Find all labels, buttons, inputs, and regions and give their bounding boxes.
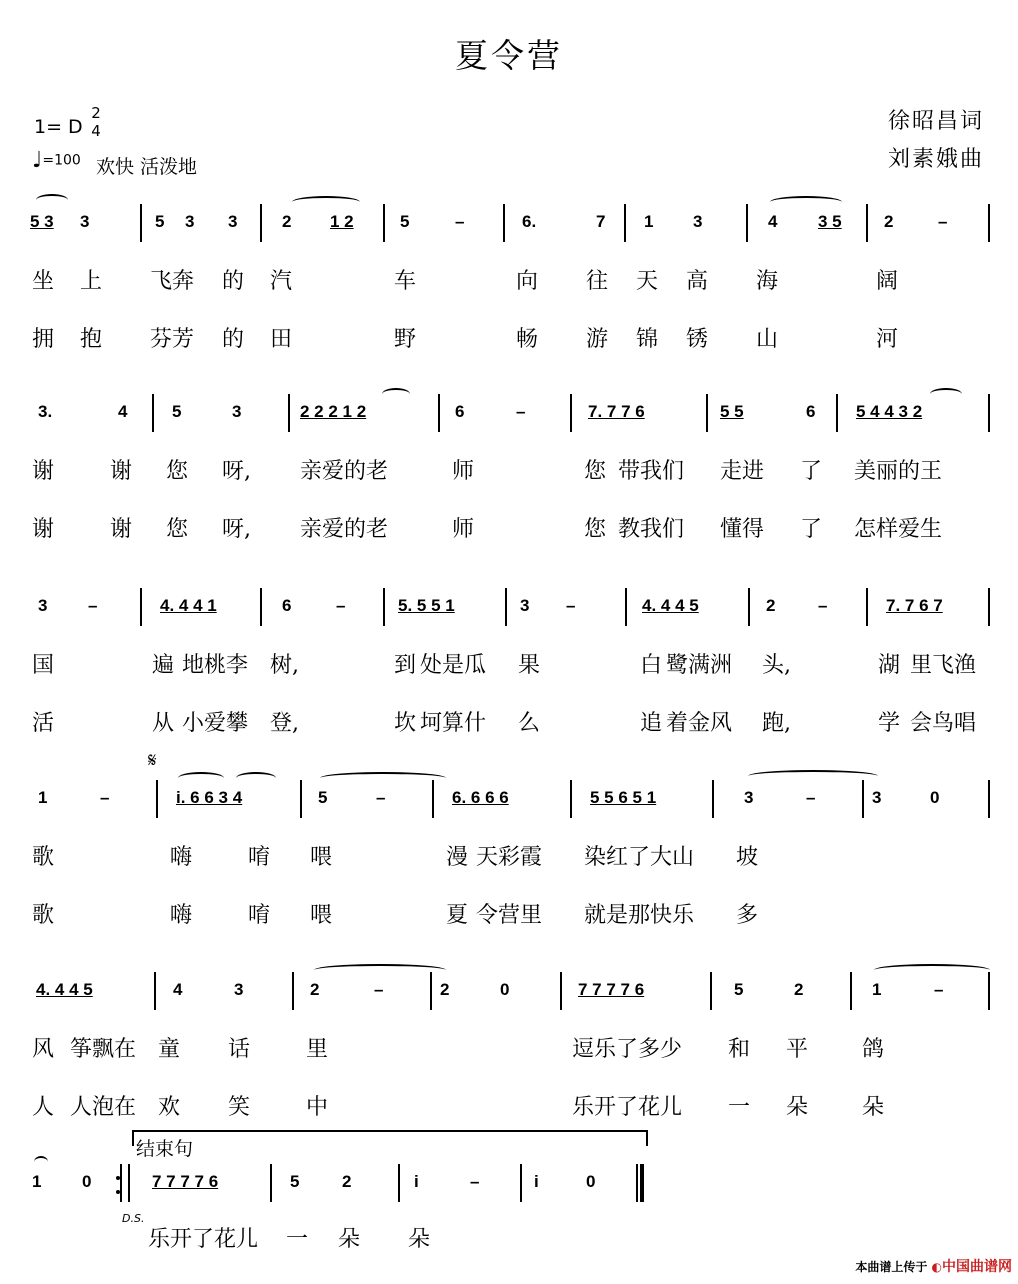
lyric-verse-2: 唷 [248, 903, 271, 928]
lyric-verse-1: 乐开了花儿 [148, 1227, 259, 1252]
slur [236, 772, 276, 784]
note-group: 6 [806, 402, 816, 421]
lyric-verse-2: 人泡在 [70, 1095, 137, 1120]
lyric-verse-1: 鸽 [862, 1037, 885, 1062]
lyric-verse-1: 天彩霞 [476, 845, 543, 870]
lyric-verse-2: 就是那快乐 [584, 903, 695, 928]
note-group: 4. 4 4 5 [642, 596, 699, 615]
note-group: i. 6 6 3 4 [176, 788, 243, 807]
bar-line [156, 780, 158, 818]
lyric-verse-2: 欢 [158, 1095, 181, 1120]
bar-line [748, 588, 750, 626]
lyric-verse-1: 呀, [222, 459, 251, 484]
tempo-mark [32, 148, 81, 173]
lyric-verse-1: 海 [756, 269, 779, 294]
tempo-text: 欢快 活泼地 [96, 156, 198, 178]
lyric-verse-1: 向 [516, 269, 539, 294]
lyric-verse-2: 了 [800, 517, 823, 542]
lyric-verse-2: 朵 [862, 1095, 885, 1120]
repeat-dot [116, 1176, 120, 1180]
lyric-verse-2: 小爱攀 [182, 711, 249, 736]
lyric-verse-2: 乐开了花儿 [572, 1095, 683, 1120]
note-group: 3 [693, 212, 703, 231]
bar-line [288, 394, 290, 432]
lyric-verse-2: 会鸟唱 [910, 711, 977, 736]
note-group: 2 [342, 1172, 352, 1191]
note-group: 6 [455, 402, 465, 421]
bar-line [560, 972, 562, 1010]
note-group: 7. 7 6 7 [886, 596, 943, 615]
bar-line [270, 1164, 272, 1202]
note-group: 3 [232, 402, 242, 421]
lyric-verse-1: 处是瓜 [420, 653, 487, 678]
lyric-verse-1: 朵 [338, 1227, 361, 1252]
note-group: 3 [228, 212, 238, 231]
lyric-verse-2: 游 [586, 327, 609, 352]
final-barline [640, 1164, 644, 1202]
note-group: 4. 4 4 1 [160, 596, 217, 615]
lyric-verse-1: 带我们 [618, 459, 685, 484]
note-group: 1 [872, 980, 882, 999]
note-group: 1 [644, 212, 654, 231]
lyric-verse-1: 头, [762, 653, 791, 678]
note-group: 3 [38, 596, 48, 615]
lyric-verse-1: 一 [286, 1227, 309, 1252]
slur [874, 964, 990, 976]
lyric-verse-2: 抱 [80, 327, 103, 352]
bar-line [746, 204, 748, 242]
bar-line [850, 972, 852, 1010]
lyric-verse-2: 坷算什 [420, 711, 487, 736]
bar-line [988, 394, 990, 432]
bar-line [836, 394, 838, 432]
note-group: 5. 5 5 1 [398, 596, 455, 615]
note-group: 2 [440, 980, 450, 999]
lyric-verse-2: 芬芳 [150, 327, 195, 352]
note-group: 5 [290, 1172, 300, 1191]
lyric-verse-2: 嗨 [170, 903, 193, 928]
lyric-verse-1: 坡 [736, 845, 759, 870]
lyric-verse-1: 湖 [878, 653, 901, 678]
slur [314, 964, 446, 976]
lyric-verse-2: 亲爱的老 [300, 517, 389, 542]
note-group: – [470, 1172, 480, 1191]
bar-line [383, 588, 385, 626]
lyric-verse-1: 天 [636, 269, 659, 294]
lyric-verse-2: 夏 [446, 903, 469, 928]
lyric-verse-2: 的 [222, 327, 245, 352]
note-group: – [455, 212, 465, 231]
slur [748, 770, 878, 782]
lyric-verse-2: 喂 [310, 903, 333, 928]
note-group: – [516, 402, 526, 421]
lyric-verse-1: 您 [166, 459, 189, 484]
lyric-verse-1: 歌 [32, 845, 55, 870]
bar-line [625, 588, 627, 626]
lyric-verse-2: 河 [876, 327, 899, 352]
bar-line [866, 204, 868, 242]
lyric-verse-2: 歌 [32, 903, 55, 928]
slur [770, 196, 842, 208]
bar-line [503, 204, 505, 242]
lyric-verse-2: 令营里 [476, 903, 543, 928]
lyric-verse-1: 上 [80, 269, 103, 294]
lyric-verse-2: 朵 [786, 1095, 809, 1120]
lyric-verse-1: 亲爱的老 [300, 459, 389, 484]
bar-line [866, 588, 868, 626]
lyric-verse-1: 嗨 [170, 845, 193, 870]
bar-line [570, 394, 572, 432]
lyric-verse-2: 坎 [394, 711, 417, 736]
footer-brand: 中国曲谱网 [942, 1259, 1012, 1275]
lyric-verse-1: 童 [158, 1037, 181, 1062]
note-group: 3 5 [818, 212, 842, 231]
lyric-verse-2: 畅 [516, 327, 539, 352]
lyric-verse-1: 师 [452, 459, 475, 484]
bar-line [120, 1164, 122, 1202]
bar-line [383, 204, 385, 242]
lyric-verse-1: 朵 [408, 1227, 431, 1252]
slur [36, 194, 68, 206]
lyric-verse-1: 汽 [270, 269, 293, 294]
note-group: i [534, 1172, 539, 1191]
time-signature [90, 104, 102, 140]
note-group: – [376, 788, 386, 807]
lyric-verse-1: 阔 [876, 269, 899, 294]
note-group: 2 [282, 212, 292, 231]
bar-line [712, 780, 714, 818]
lyric-verse-2: 拥 [32, 327, 55, 352]
note-group: 6. [522, 212, 537, 231]
bar-line [636, 1164, 638, 1202]
lyric-verse-1: 谢 [110, 459, 133, 484]
ending-bracket [132, 1130, 648, 1146]
note-group: – [566, 596, 576, 615]
note-group: 6 [282, 596, 292, 615]
note-group: – [934, 980, 944, 999]
lyric-verse-1: 鹭满洲 [666, 653, 733, 678]
bar-line [260, 204, 262, 242]
lyric-verse-1: 地桃李 [182, 653, 249, 678]
note-group: 4 [173, 980, 183, 999]
note-group: 3. [38, 402, 53, 421]
lyric-verse-1: 飞奔 [150, 269, 195, 294]
note-group: 3 [80, 212, 90, 231]
lyric-verse-2: 谢 [32, 517, 55, 542]
slur [292, 196, 360, 208]
lyric-verse-2: 田 [270, 327, 293, 352]
slur [382, 388, 410, 400]
lyric-verse-2: 着金风 [666, 711, 733, 736]
lyric-verse-1: 里飞渔 [910, 653, 977, 678]
bar-line [432, 780, 434, 818]
lyric-verse-2: 笑 [228, 1095, 251, 1120]
ending-label: 结束句 [136, 1138, 194, 1160]
lyric-verse-1: 谢 [32, 459, 55, 484]
bar-line [154, 972, 156, 1010]
bar-line [438, 394, 440, 432]
note-group: 3 [234, 980, 244, 999]
lyric-verse-1: 车 [394, 269, 417, 294]
lyric-verse-2: 人 [32, 1095, 55, 1120]
note-group: 1 [32, 1172, 42, 1191]
composer-credit: 刘素娥曲 [888, 147, 985, 172]
bar-line [988, 972, 990, 1010]
lyricist-credit: 徐昭昌词 [888, 109, 985, 134]
note-group: – [806, 788, 816, 807]
lyric-verse-2: 您 [166, 517, 189, 542]
lyric-verse-2: 学 [878, 711, 901, 736]
lyric-verse-2: 中 [306, 1095, 329, 1120]
note-group: 0 [500, 980, 510, 999]
lyric-verse-2: 一 [728, 1095, 751, 1120]
bar-line [430, 972, 432, 1010]
repeat-dot [116, 1190, 120, 1194]
note-group: 2 2 2 1 2 [300, 402, 367, 421]
time-signature-bottom: 4 [91, 122, 101, 140]
note-group: 4 [768, 212, 778, 231]
lyric-verse-1: 果 [518, 653, 541, 678]
lyric-verse-1: 漫 [446, 845, 469, 870]
lyric-verse-1: 坐 [32, 269, 55, 294]
lyric-verse-2: 呀, [222, 517, 251, 542]
note-group: 7 7 7 7 6 [578, 980, 645, 999]
lyric-verse-1: 美丽的王 [854, 459, 943, 484]
note-group: i [414, 1172, 419, 1191]
lyric-verse-2: 谢 [110, 517, 133, 542]
lyric-verse-2: 锈 [686, 327, 709, 352]
slur [178, 772, 224, 784]
lyric-verse-2: 山 [756, 327, 779, 352]
note-group: 5 5 [720, 402, 744, 421]
note-group: 0 [586, 1172, 596, 1191]
note-group: 5 4 4 3 2 [856, 402, 923, 421]
note-group: 7. 7 7 6 [588, 402, 645, 421]
note-group: 4. 4 4 5 [36, 980, 93, 999]
note-group: 4 [118, 402, 128, 421]
lyric-verse-2: 师 [452, 517, 475, 542]
lyric-verse-2: 多 [736, 903, 759, 928]
note-group: 3 [520, 596, 530, 615]
lyric-verse-2: 野 [394, 327, 417, 352]
bar-line [710, 972, 712, 1010]
song-title: 夏令营 [455, 36, 563, 75]
lyric-verse-1: 白 [640, 653, 663, 678]
lyric-verse-1: 逗乐了多少 [572, 1037, 683, 1062]
bar-line [300, 780, 302, 818]
quarter-note-icon: ♩ [32, 148, 43, 173]
note-group: 6. 6 6 6 [452, 788, 509, 807]
segno-mark: 𝄋 [148, 748, 157, 772]
lyric-verse-1: 走进 [720, 459, 765, 484]
lyric-verse-1: 筝飘在 [70, 1037, 137, 1062]
lyric-verse-1: 您 [584, 459, 607, 484]
lyric-verse-1: 到 [394, 653, 417, 678]
bar-line [152, 394, 154, 432]
bar-line [988, 780, 990, 818]
bar-line [706, 394, 708, 432]
lyric-verse-2: 追 [640, 711, 663, 736]
note-group: 2 [884, 212, 894, 231]
note-group: 5 [155, 212, 165, 231]
lyric-verse-1: 话 [228, 1037, 251, 1062]
bar-line [398, 1164, 400, 1202]
bar-line [520, 1164, 522, 1202]
bar-line [988, 588, 990, 626]
note-group: 3 [744, 788, 754, 807]
note-group: – [938, 212, 948, 231]
lyric-verse-1: 国 [32, 653, 55, 678]
lyric-verse-2: 活 [32, 711, 55, 736]
bar-line [624, 204, 626, 242]
note-group: – [374, 980, 384, 999]
note-group: 2 [310, 980, 320, 999]
note-group: 3 [185, 212, 195, 231]
note-group: 0 [82, 1172, 92, 1191]
note-group: 5 [318, 788, 328, 807]
tempo-value: =100 [42, 152, 81, 169]
slur [34, 1156, 48, 1168]
lyric-verse-2: 您 [584, 517, 607, 542]
lyric-verse-1: 染红了大山 [584, 845, 695, 870]
lyric-verse-2: 教我们 [618, 517, 685, 542]
lyric-verse-1: 往 [586, 269, 609, 294]
lyric-verse-1: 树, [270, 653, 299, 678]
note-group: 5 [400, 212, 410, 231]
ds-label: D.S. [122, 1212, 145, 1225]
lyric-verse-1: 风 [32, 1037, 55, 1062]
lyric-verse-1: 喂 [310, 845, 333, 870]
bar-line [862, 780, 864, 818]
time-signature-top: 2 [91, 104, 101, 122]
note-group: 3 [872, 788, 882, 807]
lyric-verse-1: 遍 [152, 653, 175, 678]
lyric-verse-2: 从 [152, 711, 175, 736]
brand-logo-icon: ◐ [931, 1260, 942, 1274]
bar-line [140, 204, 142, 242]
lyric-verse-1: 平 [786, 1037, 809, 1062]
note-group: – [100, 788, 110, 807]
lyric-verse-2: 么 [518, 711, 541, 736]
note-group: – [336, 596, 346, 615]
note-group: 7 7 7 7 6 [152, 1172, 219, 1191]
lyric-verse-1: 了 [800, 459, 823, 484]
lyric-verse-1: 里 [306, 1037, 329, 1062]
footer-text: 本曲谱上传于 [855, 1260, 928, 1274]
slur [320, 772, 446, 784]
lyric-verse-2: 懂得 [720, 517, 765, 542]
note-group: 0 [930, 788, 940, 807]
bar-line [260, 588, 262, 626]
note-group: – [818, 596, 828, 615]
lyric-verse-2: 怎样爱生 [854, 517, 943, 542]
lyric-verse-2: 登, [270, 711, 299, 736]
slur [930, 388, 962, 400]
key-signature: 1= D [34, 116, 83, 138]
bar-line [505, 588, 507, 626]
bar-line [570, 780, 572, 818]
bar-line [988, 204, 990, 242]
note-group: 5 5 6 5 1 [590, 788, 657, 807]
note-group: 1 [38, 788, 48, 807]
note-group: 5 [734, 980, 744, 999]
note-group: 7 [596, 212, 606, 231]
note-group: – [88, 596, 98, 615]
lyric-verse-1: 的 [222, 269, 245, 294]
note-group: 2 [794, 980, 804, 999]
footer-credit [855, 1256, 1012, 1276]
lyric-verse-1: 高 [686, 269, 709, 294]
lyric-verse-1: 和 [728, 1037, 751, 1062]
lyric-verse-2: 锦 [636, 327, 659, 352]
lyric-verse-1: 唷 [248, 845, 271, 870]
note-group: 1 2 [330, 212, 354, 231]
note-group: 2 [766, 596, 776, 615]
bar-line [292, 972, 294, 1010]
note-group: 5 3 [30, 212, 54, 231]
lyric-verse-2: 跑, [762, 711, 791, 736]
bar-line [140, 588, 142, 626]
bar-line [128, 1164, 130, 1202]
note-group: 5 [172, 402, 182, 421]
